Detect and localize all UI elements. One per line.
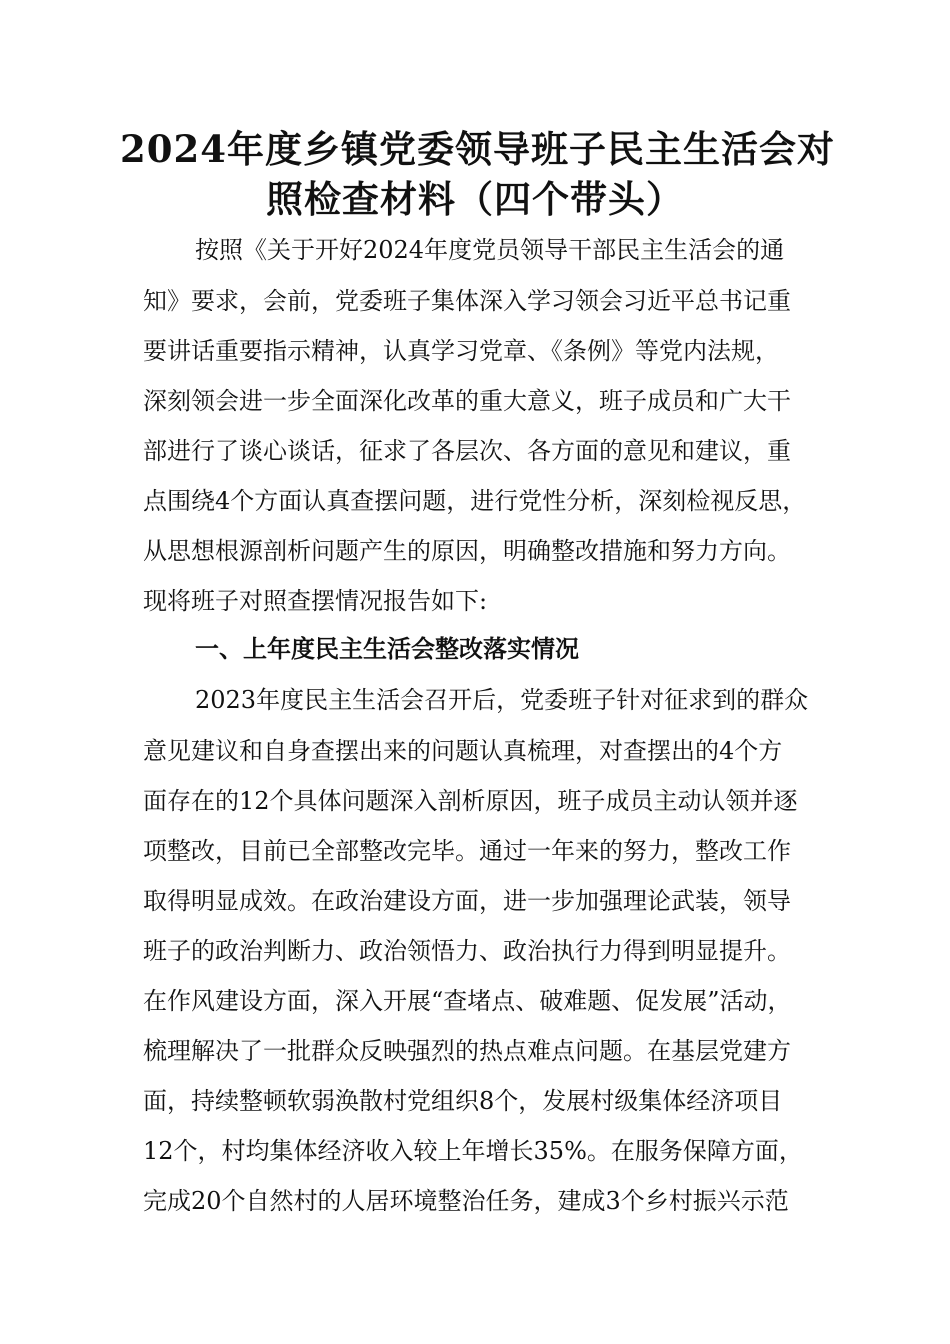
section-1-line-11: 完成20个自然村的人居环境整治任务，建成3个乡村振兴示范	[143, 1187, 789, 1215]
intro-line-8: 现将班子对照查摆情况报告如下:	[143, 587, 488, 615]
section-1-line-9: 面，持续整顿软弱涣散村党组织8个，发展村级集体经济项目	[143, 1087, 783, 1115]
document-title-line-1: 2024年度乡镇党委领导班子民主生活会对	[120, 127, 835, 171]
intro-line-3: 要讲话重要指示精神，认真学习党章、《条例》等党内法规，	[143, 337, 779, 365]
section-1-line-8: 梳理解决了一批群众反映强烈的热点难点问题。在基层党建方	[143, 1037, 791, 1065]
section-1-line-10: 12个，村均集体经济收入较上年增长35%。在服务保障方面，	[143, 1137, 803, 1165]
section-1-line-6: 班子的政治判断力、政治领悟力、政治执行力得到明显提升。	[143, 937, 791, 965]
section-1-line-3: 面存在的12个具体问题深入剖析原因，班子成员主动认领并逐	[143, 787, 798, 815]
intro-line-2: 知》要求，会前，党委班子集体深入学习领会习近平总书记重	[143, 287, 791, 315]
section-1-line-7: 在作风建设方面，深入开展“查堵点、破难题、促发展”活动，	[143, 987, 792, 1015]
section-1-line-2: 意见建议和自身查摆出来的问题认真梳理，对查摆出的4个方	[143, 737, 783, 765]
intro-line-6: 点围绕4个方面认真查摆问题，进行党性分析，深刻检视反思，	[143, 487, 807, 515]
intro-line-5: 部进行了谈心谈话，征求了各层次、各方面的意见和建议，重	[143, 437, 791, 465]
section-1-line-5: 取得明显成效。在政治建设方面，进一步加强理论武装，领导	[143, 887, 791, 915]
intro-line-4: 深刻领会进一步全面深化改革的重大意义，班子成员和广大干	[143, 387, 791, 415]
section-1-heading: 一、上年度民主生活会整改落实情况	[195, 635, 579, 663]
intro-line-1: 按照《关于开好2024年度党员领导干部民主生活会的通	[195, 236, 785, 264]
section-1-line-1: 2023年度民主生活会召开后，党委班子针对征求到的群众	[195, 686, 809, 714]
section-1-line-4: 项整改，目前已全部整改完毕。通过一年来的努力，整改工作	[143, 837, 791, 865]
document-title-line-2: 照检查材料（四个带头）	[266, 177, 684, 221]
intro-line-7: 从思想根源剖析问题产生的原因，明确整改措施和努力方向。	[143, 537, 791, 565]
